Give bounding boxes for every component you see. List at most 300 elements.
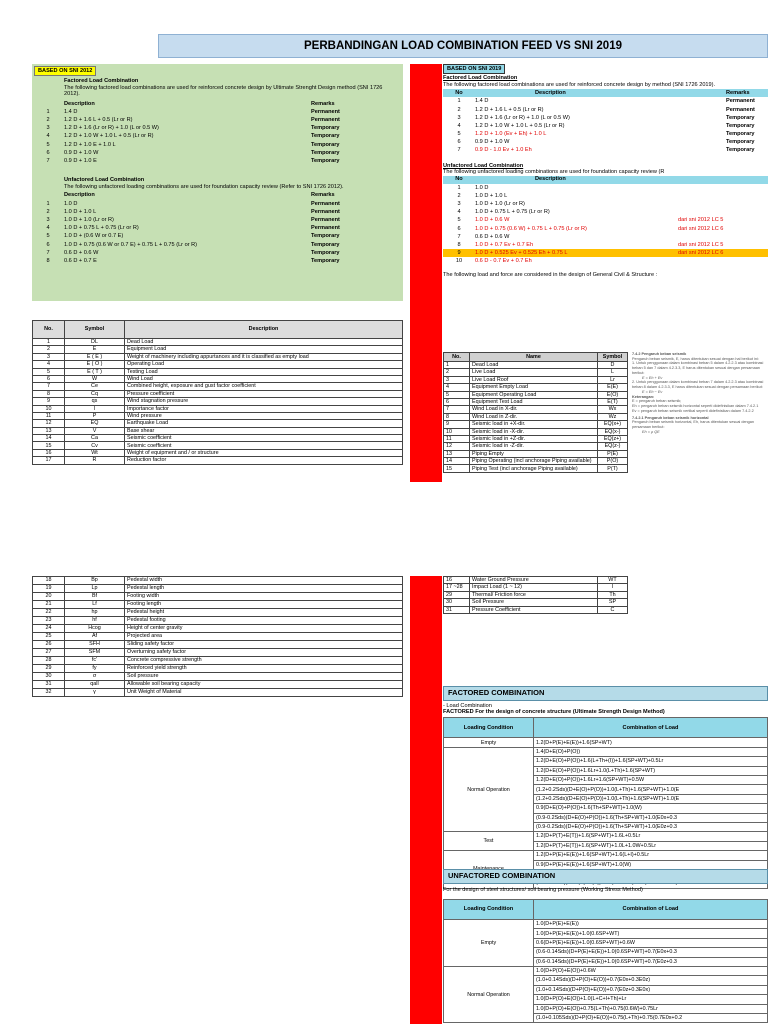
cell: Cq xyxy=(65,390,125,397)
cell: 17 xyxy=(33,457,65,464)
cell: 3 xyxy=(444,376,470,383)
table-row xyxy=(444,577,628,584)
cell: Wind Load in X-dir. xyxy=(470,406,598,413)
loading-condition: Test xyxy=(444,832,534,851)
load-combination: 1.4(D+E(O)+P(O)) xyxy=(534,747,768,756)
loads-table-1 xyxy=(443,352,628,473)
item-description: 1.4 D xyxy=(475,98,489,105)
cell: Water Ground Pressure xyxy=(470,577,598,584)
cell: 13 xyxy=(33,427,65,434)
cell: Pedestal width xyxy=(125,577,403,585)
list-item xyxy=(443,217,768,225)
factored-combination-section xyxy=(443,686,768,889)
cell: 14 xyxy=(33,435,65,442)
cell: Seismic load in -X-dir. xyxy=(470,428,598,435)
cell: Pedestal length xyxy=(125,585,403,593)
table-row xyxy=(33,681,403,689)
symbol-table-2 xyxy=(32,576,403,697)
list-item xyxy=(32,241,403,249)
item-remarks: Temporary xyxy=(311,249,340,256)
item-description: 1.2 D + 1.0 E + 1.0 L xyxy=(64,141,116,148)
item-number: 1 xyxy=(46,108,50,115)
cell: Wind Load xyxy=(125,375,403,382)
cell: Allowable soil bearing capacity xyxy=(125,681,403,689)
table-row xyxy=(444,428,628,435)
item-description: 1.4 D xyxy=(64,108,78,115)
cell: 1 xyxy=(33,339,65,346)
item-description: 1.0 D + 1.0 (Lr or R) xyxy=(475,201,525,208)
cell: Lr xyxy=(598,376,628,383)
cell: 15 xyxy=(444,465,470,472)
cell: 30 xyxy=(444,599,470,606)
item-number: 5 xyxy=(457,217,461,224)
sni2019-unfactored-list xyxy=(443,184,768,266)
item-number: 1 xyxy=(46,200,50,207)
list-item xyxy=(32,132,403,140)
item-number: 8 xyxy=(457,241,461,248)
cell: Importance factor xyxy=(125,405,403,412)
item-description: 1.0 D + 0.75 (0.6 W) + 0.75 L + 0.75 (Lr or R) xyxy=(475,225,587,232)
load-combination: 1.0(D+P(O)+E(O))+0.6W xyxy=(534,967,768,976)
cell: Live Load Roof xyxy=(470,376,598,383)
table-row xyxy=(444,591,628,598)
cell: 12 xyxy=(33,420,65,427)
item-number: 3 xyxy=(46,125,50,132)
cell: 32 xyxy=(33,689,65,697)
red-divider-bottom xyxy=(410,576,442,1024)
cell: EQ(x+) xyxy=(598,421,628,428)
load-combination: 1.2(D+P(E)+E(E))+1.6(SP+WT) xyxy=(534,738,768,747)
list-item xyxy=(32,149,403,157)
sni2019-factored-header: No Description Remarks xyxy=(443,89,768,97)
item-number: 10 xyxy=(455,258,463,265)
cell: E xyxy=(65,346,125,353)
item-note: dari sni 2012 LC 6 xyxy=(678,225,724,232)
cell: 21 xyxy=(33,601,65,609)
cell: qall xyxy=(65,681,125,689)
cell: SP xyxy=(598,599,628,606)
cell: Af xyxy=(65,633,125,641)
list-item xyxy=(443,249,768,257)
cell: Wind pressure xyxy=(125,412,403,419)
item-number: 6 xyxy=(457,225,461,232)
load-combination: (0.6-0.14Sds)(D+P(E)+E(E))+1.0(0.6SP+WT)+0.7(E0z+0.3 xyxy=(534,957,768,966)
item-remarks: Temporary xyxy=(311,141,340,148)
sni2012-factored-desc: The following factored load combinations are used for reinforced concrete design by Ultimate Strenght Design method (SNI 1726 2012). xyxy=(64,84,383,98)
list-item xyxy=(443,241,768,249)
item-remarks: Temporary xyxy=(726,122,755,129)
table-row xyxy=(444,391,628,398)
cell: 5 xyxy=(33,368,65,375)
table-row xyxy=(444,376,628,383)
load-combination: 1.2(D+P(E)+E(E))+1.6(SP+WT)+1.6(L+I)+0.5Lr xyxy=(534,851,768,860)
cell: Wz xyxy=(598,413,628,420)
cell: Pedestal footing xyxy=(125,617,403,625)
cell: Operating Load xyxy=(125,361,403,368)
cell: 29 xyxy=(33,665,65,673)
item-description: 0.6 D + 0.6 W xyxy=(64,249,99,256)
item-remarks: Permanent xyxy=(311,208,340,215)
cell: EQ xyxy=(65,420,125,427)
item-description: 1.0 D + 1.0 L xyxy=(64,208,97,215)
item-number: 4 xyxy=(46,133,50,140)
cell: W xyxy=(65,375,125,382)
item-description: 0.6 D + 0.7 E xyxy=(64,257,97,264)
list-item xyxy=(32,233,403,241)
cell: Pedestal height xyxy=(125,609,403,617)
table-row xyxy=(33,457,403,464)
load-combination: 1.2(D+E(O)+P(O))+1.6(L+Th+(I))+1.6(SP+WT)+0.5Lr xyxy=(534,757,768,766)
cell: 26 xyxy=(33,641,65,649)
item-remarks: Temporary xyxy=(726,114,755,121)
cell: P(O) xyxy=(598,458,628,465)
cell: qs xyxy=(65,398,125,405)
table-row xyxy=(33,368,403,375)
item-remarks: Permanent xyxy=(311,225,340,232)
item-number: 6 xyxy=(46,149,50,156)
combination-row xyxy=(444,920,768,929)
table-row xyxy=(33,398,403,405)
factored-combination-table: Loading Condition Combination of Load Empty 1.2(D+P(E)+E(E))+1.6(SP+WT) Normal Operation 1.4(D+E(O)+P(O)) 1.2(D+E(O)+P(O))+1.6(L+Th+(I))+1.6(SP+WT)+0.5Lr 1.2(D+E(O)+P(O))+1.6Lr+1.0(L+Th)+1.6(SP+WT) 1.2(D+E(O)+P(O))+1.6Lr+1.6(SP+WT)+0.5W (1.2+0.2Sds)(D+E(O)+P(O))+1.0(L+Th)+1.6(SP+WT)+1.0(E (1.2+0.2Sds)(D+E(O)+P(O))+1.0(L+Th)+1.6(SP+WT)+1.0(E 0.9(D+E(O)+P(O))+1.6(Th+SP+WT)+1.0(W) (0.9-0.2Sds)(D+E(O)+P(O))+1.6(Th+SP+WT)+1.0(E0x+0.3 (0.9-0.2Sds)(D+E(O)+P(O))+1.6(Th+SP+WT)+1.0(E0z+0.3 Test 1.2(D+P(T)+E(T))+1.6(SP+WT)+1.6L+0.5Lr 1.2(D+P(T)+E(T))+1.6(SP+WT)+1.0L+1.0W+0.5Lr 1.2(D+P(E)+E(E))+1.6(SP+WT)+1.6(L+I)+0.5Lr 0.9(D+P(E)+E(E))+1.6(SP+WT)+1.0(W) xyxy=(443,717,768,888)
sni2019-unfactored-desc: The following unfactored loading combinations are used for foundation capacity review (R xyxy=(443,169,665,176)
cell: 1 xyxy=(444,362,470,369)
cell: Footing width xyxy=(125,593,403,601)
table-row xyxy=(444,606,628,613)
list-item xyxy=(443,184,768,192)
item-description: 0.9 D + 1.0 W xyxy=(475,139,510,146)
table-row xyxy=(33,346,403,353)
sni2019-unfactored-header: No Description xyxy=(443,176,768,184)
load-combination: 1.2(D+P(T)+E(T))+1.6(SP+WT)+1.6L+0.5Lr xyxy=(534,832,768,841)
item-description: 0.9 D + 1.0 E xyxy=(64,157,97,164)
cell: 31 xyxy=(444,606,470,613)
item-description: 1.2 D + 1.6 L + 0.5 (Lr or R) xyxy=(475,106,544,113)
cell: 7 xyxy=(33,383,65,390)
item-number: 3 xyxy=(46,217,50,224)
list-item xyxy=(443,257,768,265)
cell: 24 xyxy=(33,625,65,633)
list-item xyxy=(32,141,403,149)
item-number: 3 xyxy=(457,201,461,208)
item-number: 3 xyxy=(457,114,461,121)
cell: Piping Empty xyxy=(470,450,598,457)
item-number: 2 xyxy=(46,116,50,123)
item-remarks: Temporary xyxy=(311,149,340,156)
sni2012-unfactored-desc: The following unfactored loading combinations are used for foundation capacity review (Refer to SNI 1726 2012). xyxy=(64,183,344,190)
factored-combination-sub2: FACTORED For the design of concrete structure (Ultimate Strength Design Method) xyxy=(443,709,665,716)
item-description: 1.0 D + (0.6 W or 0.7 E) xyxy=(64,233,124,240)
cell: Seismic coefficient xyxy=(125,435,403,442)
item-number: 6 xyxy=(46,241,50,248)
item-number: 5 xyxy=(46,233,50,240)
item-number: 1 xyxy=(457,98,461,105)
list-item xyxy=(443,200,768,208)
item-description: 1.0 D + 0.7 Ev + 0.7 Eh xyxy=(475,241,534,248)
table-row xyxy=(444,369,628,376)
cell: hp xyxy=(65,609,125,617)
cell: hf xyxy=(65,617,125,625)
table-row xyxy=(444,362,628,369)
table-row xyxy=(33,625,403,633)
loading-condition: Normal Operation xyxy=(444,747,534,832)
table-row xyxy=(444,421,628,428)
cell: Equipment Empty Load xyxy=(470,384,598,391)
cell: Wind stagnation pressure xyxy=(125,398,403,405)
table-row xyxy=(33,593,403,601)
cell: 10 xyxy=(444,428,470,435)
table-row xyxy=(33,339,403,346)
cell: SFM xyxy=(65,649,125,657)
cell: 4 xyxy=(444,384,470,391)
load-combination: (0.9-0.2Sds)(D+E(O)+P(O))+1.6(Th+SP+WT)+1.0(E0z+0.3 xyxy=(534,822,768,831)
unfactored-combination-sub: For the design of steel structures/ soil bearing pressure (Working Stress Method) xyxy=(443,886,643,893)
sni2019-factored-list xyxy=(443,97,768,154)
load-combination: 1.2(D+E(O)+P(O))+1.6Lr+1.0(L+Th)+1.6(SP+WT) xyxy=(534,766,768,775)
item-remarks: Permanent xyxy=(311,116,340,123)
item-remarks: Temporary xyxy=(726,131,755,138)
table-row xyxy=(33,383,403,390)
table-row xyxy=(33,609,403,617)
sni2012-factored-list xyxy=(32,108,403,165)
table-row xyxy=(33,665,403,673)
item-description: 1.2 D + 1.6 (Lr or R) + 1.0 (L or 0.5 W) xyxy=(64,125,159,132)
list-item xyxy=(443,114,768,122)
item-remarks: Permanent xyxy=(311,200,340,207)
table-row xyxy=(444,584,628,591)
cell: 16 xyxy=(444,577,470,584)
table-row xyxy=(444,398,628,405)
cell: Dead Load xyxy=(470,362,598,369)
cell: Equipment Test Load xyxy=(470,398,598,405)
cell: 28 xyxy=(33,657,65,665)
cell: Piping Test (incl anchorage Piping available) xyxy=(470,465,598,472)
cell: E(E) xyxy=(598,384,628,391)
item-note: dari sni 2012 LC 5 xyxy=(678,217,724,224)
item-number: 7 xyxy=(46,249,50,256)
cell: Bf xyxy=(65,593,125,601)
cell: Footing length xyxy=(125,601,403,609)
item-number: 2 xyxy=(46,208,50,215)
table-row xyxy=(33,435,403,442)
cell: Thermal/ Friction force xyxy=(470,591,598,598)
cell: Projected area xyxy=(125,633,403,641)
cell: Soil pressure xyxy=(125,673,403,681)
cell: 8 xyxy=(33,390,65,397)
loads-intro: The following load and force are considered in the design of General Civil & Structure : xyxy=(443,271,658,278)
table-row xyxy=(33,601,403,609)
item-description: 1.0 D xyxy=(475,184,489,191)
list-item xyxy=(32,257,403,265)
sni2012-unfactored-list xyxy=(32,200,403,266)
item-number: 7 xyxy=(46,157,50,164)
combination-row xyxy=(444,832,768,841)
load-combination: 1.2(D+E(O)+P(O))+1.6Lr+1.6(SP+WT)+0.5W xyxy=(534,776,768,785)
cell: 4 xyxy=(33,361,65,368)
cell: R xyxy=(65,457,125,464)
cell: 6 xyxy=(33,375,65,382)
item-description: 1.0 D + 0.75 (0.6 W or 0.7 E) + 0.75 L + 0.75 (Lr or R) xyxy=(64,241,198,248)
list-item xyxy=(443,130,768,138)
cell: fc' xyxy=(65,657,125,665)
table-row xyxy=(33,405,403,412)
table-row xyxy=(33,657,403,665)
cell: 3 xyxy=(33,353,65,360)
item-description: 1.0 D xyxy=(64,200,78,207)
item-description: 0.9 D + 1.0 W xyxy=(64,149,99,156)
cell: Soil Pressure xyxy=(470,599,598,606)
table-row xyxy=(444,435,628,442)
table-row xyxy=(33,577,403,585)
cell: Earthquake Load xyxy=(125,420,403,427)
item-remarks: Temporary xyxy=(311,125,340,132)
cell: L xyxy=(598,369,628,376)
cell: C xyxy=(598,606,628,613)
cell: 13 xyxy=(444,450,470,457)
sni2012-factored-header: Description Remarks xyxy=(64,100,335,107)
table-row xyxy=(33,689,403,697)
table-row xyxy=(33,673,403,681)
cell: 23 xyxy=(33,617,65,625)
cell: Concrete compressive strength xyxy=(125,657,403,665)
cell: 7 xyxy=(444,406,470,413)
cell: Reduction factor xyxy=(125,457,403,464)
item-description: 1.0 D + 1.0 (Lr or R) xyxy=(64,217,114,224)
table-row xyxy=(33,375,403,382)
load-combination: (1.2+0.2Sds)(D+E(O)+P(O))+1.0(L+Th)+1.6(SP+WT)+1.0(E xyxy=(534,785,768,794)
table-row xyxy=(33,420,403,427)
item-number: 2 xyxy=(457,106,461,113)
item-description: 1.0 D + 0.6 W xyxy=(475,217,510,224)
cell: Weight of machinery including appurtances and it is classified as empty load xyxy=(125,353,403,360)
table-row xyxy=(444,384,628,391)
cell: Seismic load in -Z-dir. xyxy=(470,443,598,450)
cell: Lp xyxy=(65,585,125,593)
red-divider-top xyxy=(410,64,442,482)
table-row xyxy=(33,449,403,456)
cell: 8 xyxy=(444,413,470,420)
load-combination: 1.0(D+P(O)+E(O))+0.75(L+Th)+0.75(0.6W)+0.75Lr xyxy=(534,1004,768,1013)
loads-table-2 xyxy=(443,576,628,614)
item-description: 1.0 D + 0.525 Ev + 0.525 Eh + 0.75 L xyxy=(475,250,568,257)
item-number: 4 xyxy=(457,122,461,129)
list-item xyxy=(443,106,768,114)
cell: Hcog xyxy=(65,625,125,633)
cell: Impact Load (1 ~ 12) xyxy=(470,584,598,591)
item-remarks: Permanent xyxy=(726,98,755,105)
cell: Wx xyxy=(598,406,628,413)
item-remarks: Temporary xyxy=(311,133,340,140)
cell: 18 xyxy=(33,577,65,585)
item-remarks: Temporary xyxy=(311,257,340,264)
cell: DL xyxy=(65,339,125,346)
cell: D xyxy=(598,362,628,369)
list-item xyxy=(443,138,768,146)
cell: Wind Load in Z-dir. xyxy=(470,413,598,420)
load-combination: (1.0+0.105Sds)(D+P(O)+E(O))+0.75(L+Th)+0.75(0.7E0x+0.2 xyxy=(534,1013,768,1022)
item-number: 4 xyxy=(46,225,50,232)
cell: V xyxy=(65,427,125,434)
item-number: 8 xyxy=(46,257,50,264)
cell: fy xyxy=(65,665,125,673)
cell: Piping Operating (incl anchorage Piping available) xyxy=(470,458,598,465)
cell: Ce xyxy=(65,383,125,390)
cell: E(T) xyxy=(598,398,628,405)
sni2012-unfactored-title: Unfactored Load Combination xyxy=(64,177,145,184)
unfactored-combination-section xyxy=(443,869,768,1023)
item-remarks: Temporary xyxy=(311,233,340,240)
item-number: 5 xyxy=(46,141,50,148)
table-row xyxy=(444,599,628,606)
item-description: 0.6 D - 0.7 Ev + 0.7 Eh xyxy=(475,258,532,265)
item-description: 1.0 D + 0.75 L + 0.75 (Lr or R) xyxy=(64,225,139,232)
item-description: 1.2 D + 1.6 (Lr or R) + 1.0 (L or 0.5 W) xyxy=(475,114,570,121)
cell: Dead Load xyxy=(125,339,403,346)
list-item xyxy=(32,208,403,216)
cell: 10 xyxy=(33,405,65,412)
list-item xyxy=(443,225,768,233)
sni2012-section xyxy=(32,64,403,301)
combination-row xyxy=(444,851,768,860)
load-combination: 1.0(D+P(O)+E(O))+1.0(L+C+I+Th)+Lr xyxy=(534,995,768,1004)
combination-row xyxy=(444,747,768,756)
load-combination: 1.2(D+P(T)+E(T))+1.6(SP+WT)+1.0L+1.0W+0.5Lr xyxy=(534,841,768,850)
list-item xyxy=(32,224,403,232)
load-combination: 1.0(D+P(E)+E(E)) xyxy=(534,920,768,929)
item-remarks: Permanent xyxy=(311,108,340,115)
cell: Lf xyxy=(65,601,125,609)
cell: Pressure coefficient xyxy=(125,390,403,397)
cell: I xyxy=(65,405,125,412)
table-row xyxy=(33,633,403,641)
cell: Live Load xyxy=(470,369,598,376)
cell: Pressure Coefficient xyxy=(470,606,598,613)
cell: 2 xyxy=(444,369,470,376)
sni2019-tag: BASED ON SNI 2019 xyxy=(443,64,505,74)
cell: Base shear xyxy=(125,427,403,434)
table-row xyxy=(33,641,403,649)
cell: Overturning safety factor xyxy=(125,649,403,657)
list-item xyxy=(443,122,768,130)
list-item xyxy=(443,147,768,155)
item-description: 1.0 D + 1.0 L xyxy=(475,192,508,199)
cell: EQ(z-) xyxy=(598,443,628,450)
list-item xyxy=(32,116,403,124)
cell: 9 xyxy=(33,398,65,405)
cell: Th xyxy=(598,591,628,598)
item-number: 6 xyxy=(457,139,461,146)
table-row xyxy=(33,649,403,657)
table-row xyxy=(444,465,628,472)
cell: Reinforced yield strength xyxy=(125,665,403,673)
cell: 15 xyxy=(33,442,65,449)
cell: P xyxy=(65,412,125,419)
load-combination: 1.0(D+P(E)+E(E))+1.0(0.6SP+WT) xyxy=(534,929,768,938)
cell: P(E) xyxy=(598,450,628,457)
cell: Seismic load in +X-dir. xyxy=(470,421,598,428)
cell: Cv xyxy=(65,442,125,449)
cell: SFH xyxy=(65,641,125,649)
loading-condition: Normal Operation xyxy=(444,967,534,1023)
list-item xyxy=(443,192,768,200)
load-combination: (0.9-0.2Sds)(D+E(O)+P(O))+1.6(Th+SP+WT)+1.0(E0x+0.3 xyxy=(534,813,768,822)
cell: Combined height, exposure and gust factor coefficient xyxy=(125,383,403,390)
item-remarks: Temporary xyxy=(311,241,340,248)
cell: 17 ~28 xyxy=(444,584,470,591)
cell: I xyxy=(598,584,628,591)
list-item xyxy=(443,208,768,216)
loads-table-header: No. Name Symbol xyxy=(444,353,628,362)
list-item xyxy=(32,157,403,165)
